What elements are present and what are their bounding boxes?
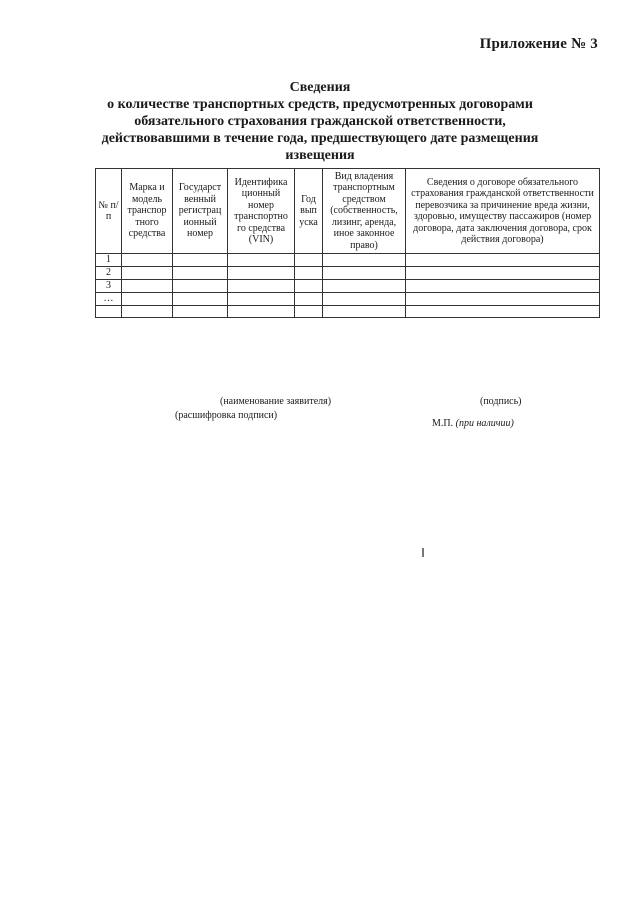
table-cell	[323, 267, 406, 280]
header-year: Год вып уска	[295, 169, 323, 254]
table-cell	[228, 254, 295, 267]
table-cell	[295, 280, 323, 293]
table-header-row	[96, 169, 600, 254]
table-cell	[406, 306, 600, 318]
signature-caption: (подпись)	[480, 396, 522, 407]
table-cell	[406, 254, 600, 267]
signature-decode-caption: (расшифровка подписи)	[175, 410, 278, 421]
table-cell	[228, 280, 295, 293]
seal-line	[432, 418, 514, 429]
table-cell	[122, 306, 173, 318]
vehicles-table	[95, 168, 600, 318]
table-cell	[406, 293, 600, 306]
seal-note: (при наличии)	[455, 418, 514, 429]
table-cell	[323, 280, 406, 293]
table-row	[96, 267, 600, 280]
table-cell	[295, 267, 323, 280]
table-cell	[323, 306, 406, 318]
header-vin: Идентифика ционный номер транспортно го средства (VIN)	[228, 169, 295, 254]
title-line: о количестве транспортных средств, предусмотренных договорами	[107, 97, 533, 112]
table-cell	[295, 306, 323, 318]
table-cell	[173, 254, 228, 267]
table-cell	[122, 267, 173, 280]
table-cell	[228, 293, 295, 306]
table-row	[96, 280, 600, 293]
table-cell	[122, 293, 173, 306]
document-title	[60, 79, 580, 164]
table-cell	[173, 293, 228, 306]
header-registration-number: Государст венный регистрац ионный номер	[173, 169, 228, 254]
table-cell	[228, 306, 295, 318]
table-cell	[406, 280, 600, 293]
table-cell	[323, 254, 406, 267]
table-cell	[173, 306, 228, 318]
title-line: действовавшими в течение года, предшествующего дате размещения	[101, 131, 539, 146]
table-row	[96, 293, 600, 306]
table-cell	[173, 280, 228, 293]
applicant-name-caption: (наименование заявителя)	[220, 396, 332, 407]
header-make-model: Марка и модель транспор тного средства	[122, 169, 173, 254]
header-ownership: Вид владения транспортным средством (собственность, лизинг, аренда, иное законное право)	[323, 169, 406, 254]
row-number: 2	[96, 267, 122, 280]
row-number: 1	[96, 254, 122, 267]
row-number: 3	[96, 280, 122, 293]
table-cell	[323, 293, 406, 306]
row-number: …	[96, 293, 122, 306]
table-cell	[406, 267, 600, 280]
seal-label: М.П.	[432, 418, 454, 429]
title-line: Сведения	[289, 80, 351, 95]
scan-artifact-mark	[422, 548, 424, 557]
table-row	[96, 306, 600, 318]
table-row	[96, 254, 600, 267]
appendix-label: Приложение № 3	[479, 36, 598, 52]
table-cell	[173, 267, 228, 280]
table-cell	[122, 254, 173, 267]
header-insurance-contract: Сведения о договоре обязательного страхования гражданской ответственности перевозчика за причинение вреда жизни, здоровью, имуществу пассажиров (номер договора, дата заключения договора, срок действия договора)	[406, 169, 600, 254]
table-cell	[295, 293, 323, 306]
title-line: обязательного страхования гражданской ответственности,	[134, 114, 506, 129]
header-number: № п/п	[96, 169, 122, 254]
table-cell	[122, 280, 173, 293]
row-number	[96, 306, 122, 318]
table-cell	[228, 267, 295, 280]
title-line: извещения	[285, 148, 355, 163]
table-cell	[295, 254, 323, 267]
